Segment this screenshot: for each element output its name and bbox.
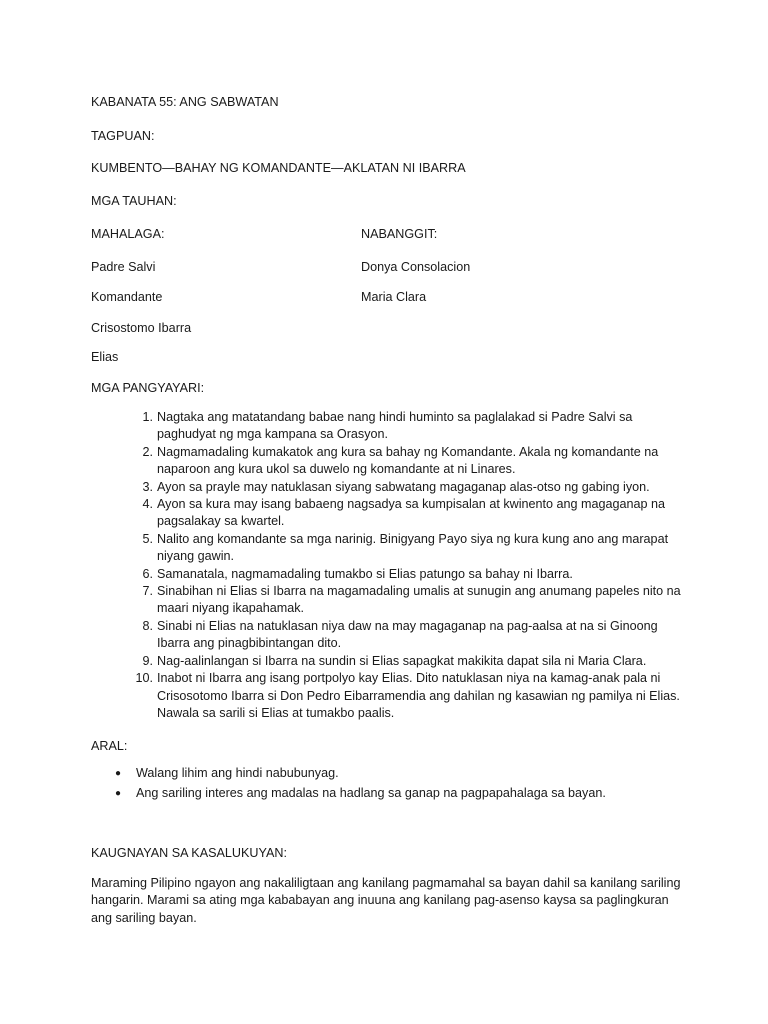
character-item: Crisostomo Ibarra: [91, 321, 192, 335]
event-item: [91, 479, 691, 496]
event-item: [91, 583, 691, 618]
character-item: Elias: [91, 350, 119, 364]
event-line: maari niyang ikapahamak.: [157, 601, 305, 616]
event-item: [91, 618, 691, 653]
event-line: paghudyat ng mga kampana sa Orasyon.: [157, 427, 389, 442]
event-line: Ayon sa kura may isang babaeng nagsadya sa kumpisalan at kwinento ang magaganap na: [157, 497, 666, 512]
event-line: Nag-aalinlangan si Ibarra na sundin si Elias sapagkat makikita dapat sila ni Maria Clara.: [157, 653, 647, 668]
event-number: 8.: [142, 618, 153, 633]
paragraph-line: ang sariling bayan.: [91, 910, 197, 925]
aral-list: [91, 765, 691, 805]
aral-heading: ARAL:: [91, 739, 128, 753]
character-item: Komandante: [91, 290, 163, 304]
tauhan-heading: MGA TAUHAN:: [91, 194, 177, 208]
event-item: [91, 409, 691, 444]
tagpuan-value: KUMBENTO—BAHAY NG KOMANDANTE—AKLATAN NI IBARRA: [91, 161, 466, 175]
event-line: Ayon sa prayle may natuklasan siyang sabwatang magaganap alas-otso ng gabing iyon.: [157, 479, 650, 494]
event-line: Sinabi ni Elias na natuklasan niya daw na may magaganap na pag-aalsa at na si Ginoong: [157, 618, 658, 633]
event-line: Inabot ni Ibarra ang isang portpolyo kay Elias. Dito natuklasan niya na kamag-anak pala ni: [157, 671, 661, 686]
aral-text: Walang lihim ang hindi nabubunyag.: [136, 766, 339, 780]
kaugnayan-heading: KAUGNAYAN SA KASALUKUYAN:: [91, 846, 287, 860]
character-item: Donya Consolacion: [361, 260, 471, 274]
aral-text: Ang sariling interes ang madalas na hadlang sa ganap na pagpapahalaga sa bayan.: [136, 786, 606, 800]
event-item: [91, 444, 691, 479]
bullet-icon: ●: [115, 768, 122, 779]
event-line: niyang gawin.: [157, 549, 235, 564]
character-item: Maria Clara: [361, 290, 427, 304]
event-number: 9.: [142, 653, 153, 668]
event-item: [91, 566, 691, 583]
event-line: Samanatala, nagmamadaling tumakbo si Elias patungo sa bahay ni Ibarra.: [157, 566, 573, 581]
bullet-icon: ●: [115, 788, 122, 799]
event-line: Sinabihan ni Elias si Ibarra na magamadaling umalis at sunugin ang anumang papeles nito na: [157, 584, 681, 599]
chapter-title: KABANATA 55: ANG SABWATAN: [91, 95, 279, 109]
event-number: 6.: [142, 566, 153, 581]
event-number: 10.: [135, 671, 153, 686]
event-number: 4.: [142, 497, 153, 512]
kaugnayan-paragraph: [91, 875, 691, 927]
nabanggit-heading: NABANGGIT:: [361, 227, 438, 241]
event-number: 1.: [142, 410, 153, 424]
event-number: 3.: [142, 479, 153, 494]
event-line: Nalito ang komandante sa mga narinig. Binigyang Payo siya ng kura kung ano ang marapat: [157, 531, 669, 546]
event-item: [91, 670, 691, 722]
event-item: [91, 653, 691, 670]
pangyayari-heading: MGA PANGYAYARI:: [91, 381, 205, 395]
event-line: pagsalakay sa kwartel.: [157, 514, 285, 529]
event-line: Nagmamadaling kumakatok ang kura sa bahay ng Komandante. Akala ng komandante na: [157, 444, 659, 459]
event-number: 5.: [142, 531, 153, 546]
event-number: 7.: [142, 584, 153, 599]
mahalaga-heading: MAHALAGA:: [91, 227, 165, 241]
character-item: Padre Salvi: [91, 260, 156, 274]
event-line: naparoon ang kura ukol sa duwelo ng komandante at ni Linares.: [157, 462, 516, 477]
tagpuan-heading: TAGPUAN:: [91, 129, 155, 143]
event-item: [91, 496, 691, 531]
aral-item: [91, 785, 691, 805]
event-item: [91, 531, 691, 566]
aral-item: [91, 765, 691, 785]
event-line: Nawala sa sarili si Elias at tumakbo paalis.: [157, 705, 395, 720]
event-line: Nagtaka ang matatandang babae nang hindi huminto sa paglalakad si Padre Salvi sa: [157, 410, 633, 424]
paragraph-line: Maraming Pilipino ngayon ang nakaliligtaan ang kanilang pagmamahal sa bayan dahil sa kanilang sariling: [91, 876, 681, 890]
event-line: Ibarra ang pinagbibintangan dito.: [157, 636, 342, 651]
events-list: [91, 409, 691, 722]
event-number: 2.: [142, 444, 153, 459]
paragraph-line: hangarin. Marami sa ating mga kababayan ang inuuna ang kanilang pag-asenso kaysa sa paglingkuran: [91, 893, 669, 908]
event-line: Crisosotomo Ibarra si Don Pedro Eibarramendia ang dahilan ng kasawian ng pamilya ni Elias.: [157, 688, 680, 703]
